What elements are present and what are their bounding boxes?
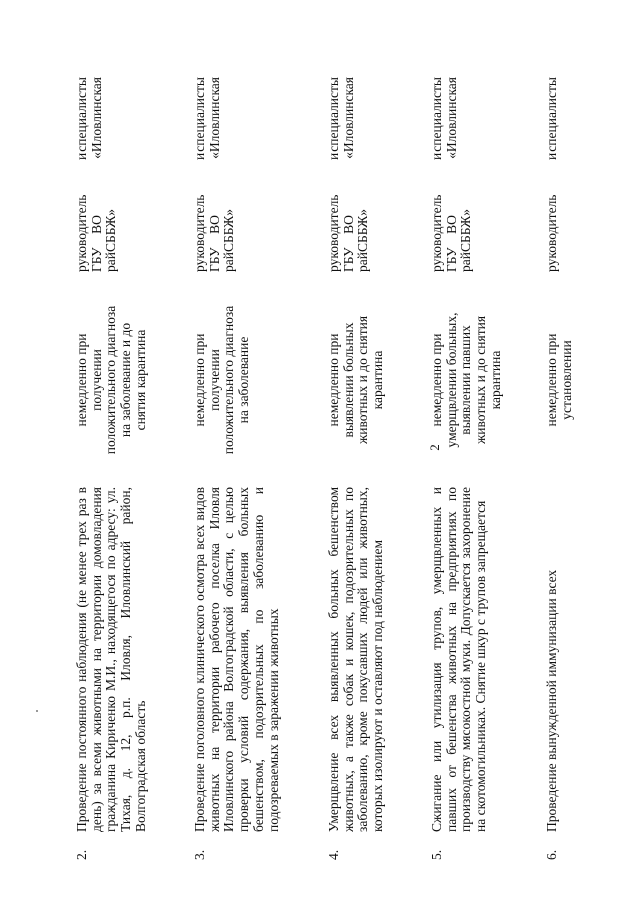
measure-term: немедленно при получении положительного диагноза на заболевание и до снятия карантина	[74, 305, 148, 455]
measure-description: Проведение вынужденной иммунизации всех	[544, 569, 559, 832]
responsible-line: руководитель	[429, 194, 444, 272]
measure-description: Проведение поголовного клинического осмотра всех видов животных на территории рабочего поселка Иловля Иловлинского района Волгоградской области, с целью проверки условий содержания, выявления больных бешенством, подозрительных по заболеванию и подозреваемых в заражении животных	[192, 487, 281, 832]
executor-line: «Иловлинская	[443, 77, 459, 159]
page-number: 2	[427, 444, 442, 451]
responsible-line: ГБУ ВО	[443, 215, 459, 272]
responsible-line: райСББЖ»	[355, 209, 371, 272]
measure-term: немедленно при умерщвлении больных, выявлении павших животных и до снятия карантина	[429, 312, 503, 448]
rotated-content	[75, 35, 620, 860]
executor	[430, 77, 459, 212]
responsible-line: ГБУ ВО	[88, 215, 104, 272]
conjunction: и	[326, 152, 341, 160]
measure-term: немедленно при установлении	[544, 333, 574, 427]
row-number: 3.	[192, 849, 207, 860]
responsible-line: ГБУ ВО	[206, 215, 222, 272]
executor-line: специалисты	[192, 77, 207, 152]
row-number: 2.	[74, 849, 89, 860]
measure-term: немедленно при выявлении больных животных и до снятия карантина	[326, 315, 386, 445]
executor	[545, 77, 560, 212]
scan-speck	[36, 710, 38, 712]
executor-line: «Иловлинская	[88, 77, 104, 159]
responsible-line: руководитель	[74, 194, 89, 272]
executor	[193, 77, 222, 212]
executor	[75, 77, 104, 212]
measure-term: немедленно при получении положительного диагноза на заболевание	[192, 305, 252, 455]
responsible-line: руководитель	[192, 194, 207, 272]
responsible-line: райСББЖ»	[458, 209, 474, 272]
executor-line: специалисты	[429, 77, 444, 152]
executor-line: специалисты	[74, 77, 89, 152]
responsible-line: руководитель	[544, 194, 559, 272]
executor-line: специалисты	[544, 77, 559, 152]
row-number: 6.	[544, 849, 559, 860]
measure-description: Сжигание или утилизация трупов, умерщвленных и павших от бешенства животных на предприятиях по производству мясокостной муки. Допускается захоронение на скотомогильниках. Снятие шкур с трупов запрещается	[429, 487, 489, 832]
conjunction: и	[429, 152, 444, 160]
row-number: 4.	[326, 849, 341, 860]
measure-description: Умерщвление всех выявленных больных бешенством животных, а также собак и кошек, подозрительных по заболеванию, кроме покусавших людей или животных, которых изолируют и оставляют под наблюдением	[326, 487, 386, 832]
conjunction: и	[544, 152, 559, 160]
measure-description: Проведение постоянного наблюдения (не менее трех раз в день) за всеми животными на территории домовладения гражданина Кириченко М.И., находящегося по адресу: ул. Тихая, д. 12, р.п. Иловля, Иловлинский район, Волгоградская область	[74, 487, 148, 832]
responsible-line: райСББЖ»	[103, 209, 119, 272]
conjunction: и	[74, 152, 89, 160]
executor-line: «Иловлинская	[206, 77, 222, 159]
executor-line: специалисты	[326, 77, 341, 152]
executor-line: «Иловлинская	[340, 77, 356, 159]
row-number: 5.	[429, 849, 444, 860]
responsible-line: райСББЖ»	[221, 209, 237, 272]
responsible-line: руководитель	[326, 194, 341, 272]
executor	[327, 77, 356, 212]
responsible-line: ГБУ ВО	[340, 215, 356, 272]
conjunction: и	[192, 152, 207, 160]
